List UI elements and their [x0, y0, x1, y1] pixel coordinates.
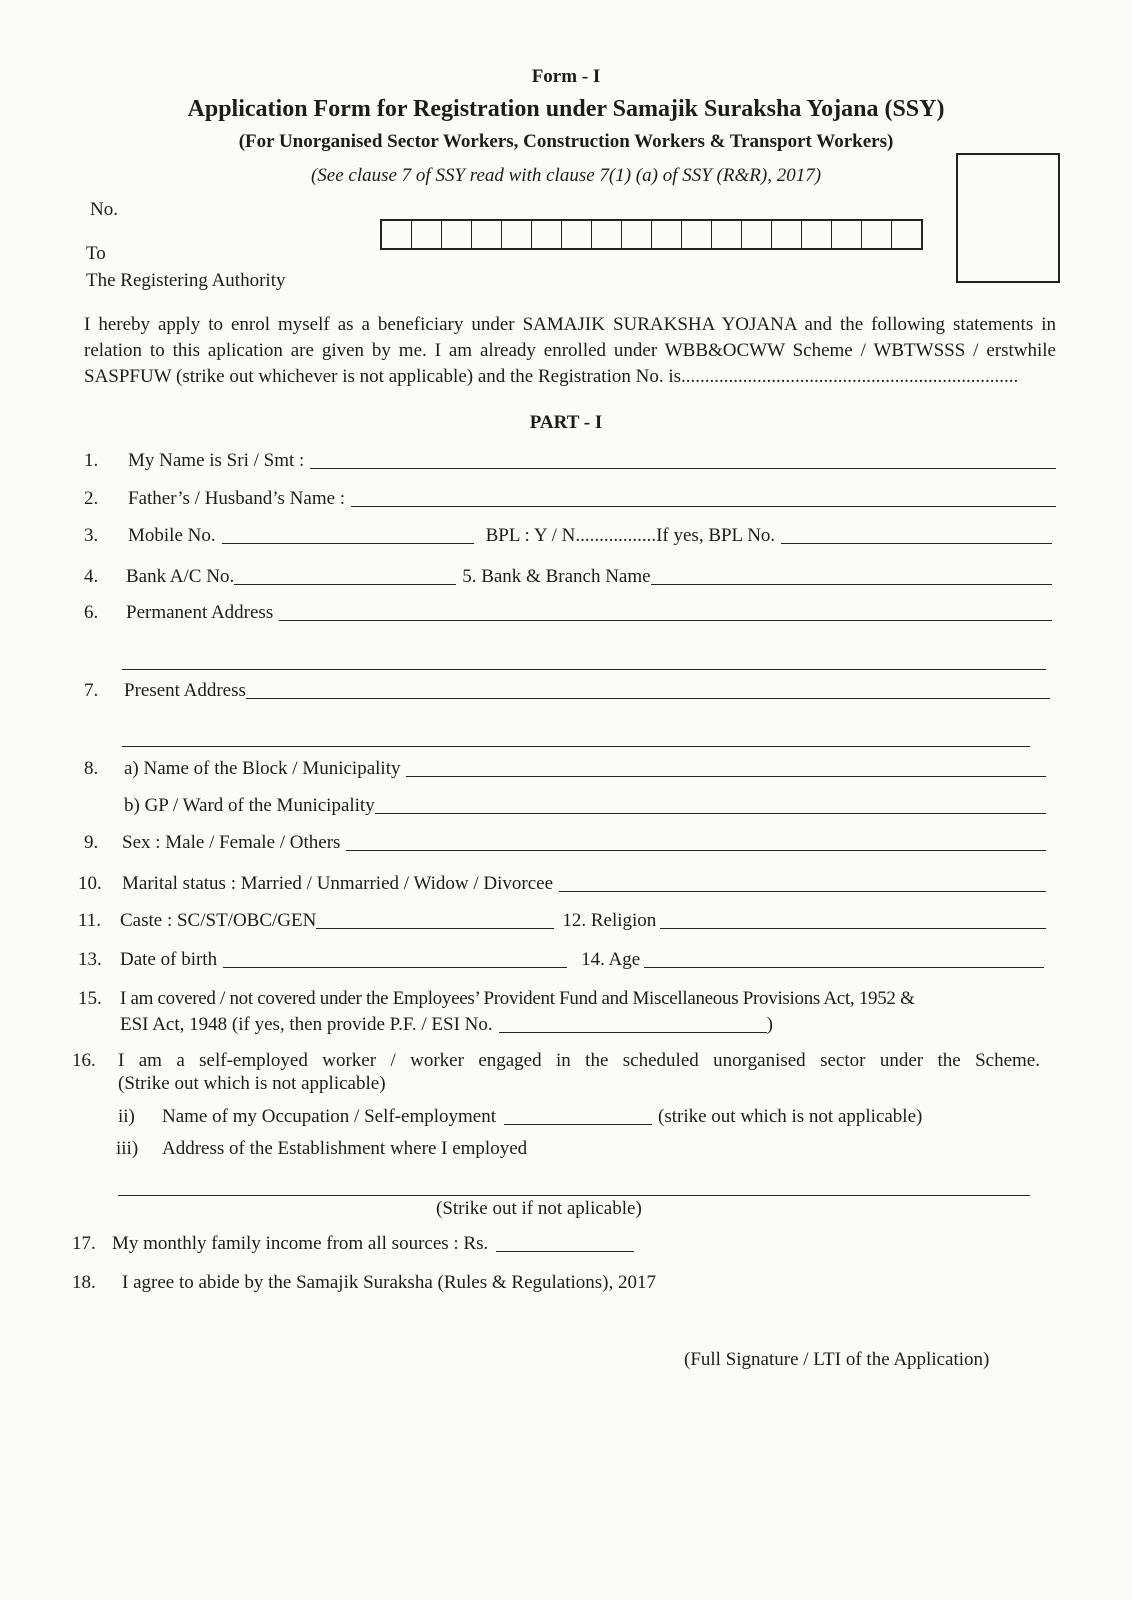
item-number: 6.	[84, 602, 99, 623]
pf-esi-number-label: ESI Act, 1948 (if yes, then provide P.F. / ESI No.	[120, 1014, 493, 1035]
strike-note: (Strike out if not aplicable)	[436, 1198, 642, 1219]
bank-account-label: Bank A/C No.	[126, 566, 235, 587]
declaration-text: I hereby apply to enrol myself as a beneficiary under SAMAJIK SURAKSHA YOJANA and the following statements in relation to this aplication are given by me. I am already enrolled under WBB&OCWW Scheme / WBTWSSS / erstwhile SASPFUW (strike out whichever is not applicable) and the Registration No. is.......................................................................	[84, 314, 1056, 387]
age-field[interactable]	[644, 966, 1044, 968]
present-address-field[interactable]	[246, 697, 1050, 699]
registration-digit-box[interactable]	[652, 221, 682, 248]
registration-digit-box[interactable]	[802, 221, 832, 248]
subitem-number: iii)	[116, 1138, 139, 1159]
item-number: 11.	[78, 910, 102, 931]
sex-label: Sex : Male / Female / Others	[122, 832, 341, 853]
income-field[interactable]	[496, 1250, 634, 1252]
item-number: 9.	[84, 832, 99, 853]
permanent-address-field-line2[interactable]	[122, 668, 1046, 670]
father-husband-name-field[interactable]	[351, 505, 1056, 507]
pf-esi-number-field[interactable]	[499, 1031, 767, 1033]
registration-digit-box[interactable]	[592, 221, 622, 248]
part-heading: PART - I	[529, 412, 603, 433]
registration-digit-box[interactable]	[382, 221, 412, 248]
religion-field[interactable]	[660, 927, 1046, 929]
signature-label: (Full Signature / LTI of the Application)	[684, 1349, 990, 1370]
registration-digit-box[interactable]	[622, 221, 652, 248]
item-number: 10.	[78, 873, 102, 894]
registration-digit-box[interactable]	[772, 221, 802, 248]
establishment-address-field[interactable]	[118, 1194, 1030, 1196]
item-number: 15.	[78, 988, 102, 1009]
bpl-number-field[interactable]	[781, 542, 1052, 544]
clause-reference: (See clause 7 of SSY read with clause 7(1) (a) of SSY (R&R), 2017)	[310, 165, 822, 186]
gp-ward-label: b) GP / Ward of the Municipality	[124, 795, 375, 816]
name-field[interactable]	[310, 467, 1056, 469]
registration-digit-box[interactable]	[832, 221, 862, 248]
registration-digit-box[interactable]	[742, 221, 772, 248]
item-number: 2.	[84, 488, 99, 509]
gp-ward-field[interactable]	[375, 812, 1046, 814]
block-field[interactable]	[406, 775, 1046, 777]
caste-field[interactable]	[316, 927, 554, 929]
bpl-label: BPL : Y / N.................If yes, BPL No.	[485, 525, 776, 546]
registration-digit-box[interactable]	[562, 221, 592, 248]
mobile-field[interactable]	[222, 542, 474, 544]
registration-digit-box[interactable]	[472, 221, 502, 248]
income-label: My monthly family income from all sources : Rs.	[112, 1233, 489, 1254]
form-subtitle: (For Unorganised Sector Workers, Construction Workers & Transport Workers)	[238, 131, 894, 152]
no-label: No.	[90, 199, 118, 220]
registration-digit-box[interactable]	[682, 221, 712, 248]
mobile-label: Mobile No.	[128, 525, 216, 546]
item-number: 3.	[84, 525, 99, 546]
self-employed-strike-note: (Strike out which is not applicable)	[118, 1073, 386, 1094]
subitem-number: ii)	[118, 1106, 135, 1127]
registration-digit-box[interactable]	[442, 221, 472, 248]
present-address-label: Present Address	[124, 680, 246, 701]
registration-digit-box[interactable]	[502, 221, 532, 248]
authority-label: The Registering Authority	[86, 270, 286, 291]
item-number: 16.	[72, 1050, 96, 1071]
form-title: Application Form for Registration under Samajik Suraksha Yojana (SSY)	[187, 96, 945, 122]
form-number: Form - I	[531, 66, 601, 87]
permanent-address-label: Permanent Address	[126, 602, 274, 623]
registration-digit-box[interactable]	[532, 221, 562, 248]
item-number: 17.	[72, 1233, 96, 1254]
marital-status-field[interactable]	[559, 890, 1046, 892]
item-number: 7.	[84, 680, 99, 701]
religion-label: 12. Religion	[562, 910, 657, 931]
bank-branch-field[interactable]	[651, 583, 1052, 585]
item-number: 4.	[84, 566, 99, 587]
permanent-address-field[interactable]	[279, 619, 1052, 621]
item-number: 13.	[78, 949, 102, 970]
registration-number-boxes[interactable]	[380, 219, 923, 250]
photo-box[interactable]	[956, 153, 1060, 283]
bank-account-field[interactable]	[234, 583, 456, 585]
item-number: 8.	[84, 758, 99, 779]
marital-status-label: Marital status : Married / Unmarried / Widow / Divorcee	[122, 873, 554, 894]
item-number: 18.	[72, 1272, 96, 1293]
registration-digit-box[interactable]	[412, 221, 442, 248]
occupation-strike-note: (strike out which is not applicable)	[658, 1106, 923, 1127]
item-number: 1.	[84, 450, 99, 471]
agreement-text: I agree to abide by the Samajik Suraksha (Rules & Regulations), 2017	[122, 1272, 656, 1293]
occupation-label: Name of my Occupation / Self-employment	[162, 1106, 496, 1127]
self-employed-text: I am a self-employed worker / worker engaged in the scheduled unorganised sector under the Scheme.	[118, 1050, 1040, 1071]
block-label: a) Name of the Block / Municipality	[124, 758, 401, 779]
father-husband-name-label: Father’s / Husband’s Name :	[128, 488, 346, 509]
caste-label: Caste : SC/ST/OBC/GEN	[120, 910, 317, 931]
age-label: 14. Age	[581, 949, 641, 970]
dob-field[interactable]	[223, 966, 567, 968]
to-label: To	[86, 243, 106, 264]
close-paren: )	[766, 1014, 773, 1035]
sex-field[interactable]	[346, 849, 1046, 851]
bank-branch-label: 5. Bank & Branch Name	[462, 566, 651, 587]
pf-esi-text: I am covered / not covered under the Employees’ Provident Fund and Miscellaneous Provisions Act, 1952 &	[120, 988, 915, 1009]
name-label: My Name is Sri / Smt :	[128, 450, 305, 471]
present-address-field-line2[interactable]	[122, 745, 1030, 747]
establishment-address-label: Address of the Establishment where I employed	[162, 1138, 528, 1159]
registration-digit-box[interactable]	[862, 221, 892, 248]
occupation-field[interactable]	[504, 1123, 652, 1125]
registration-digit-box[interactable]	[892, 221, 921, 248]
registration-digit-box[interactable]	[712, 221, 742, 248]
dob-label: Date of birth	[120, 949, 218, 970]
